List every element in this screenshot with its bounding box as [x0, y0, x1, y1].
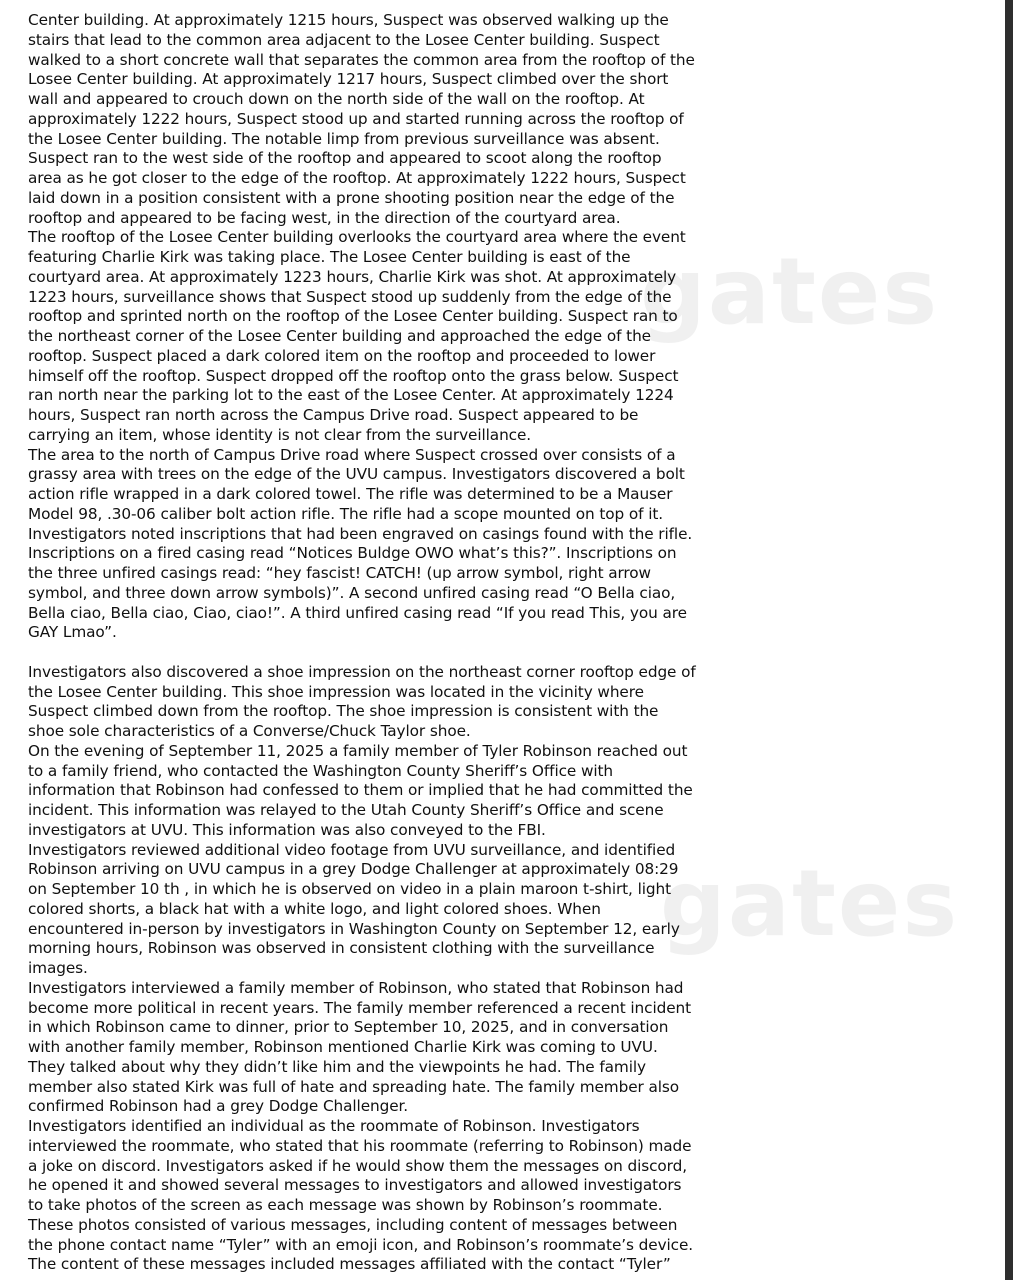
viewer-edge: [1005, 0, 1013, 1280]
text-line: The area to the north of Campus Drive road where Suspect crossed over consists of a: [28, 445, 676, 464]
text-line: the phone contact name “Tyler” with an emoji icon, and Robinson’s roommate’s device.: [28, 1235, 694, 1254]
text-line: symbol, and three down arrow symbols)”. A second unfired casing read “O Bella ciao,: [28, 583, 676, 602]
text-line: member also stated Kirk was full of hate and spreading hate. The family member also: [28, 1077, 680, 1096]
text-line: information that Robinson had confessed to them or implied that he had committed the: [28, 781, 693, 800]
text-line: On the evening of September 11, 2025 a family member of Tyler Robinson reached out: [28, 741, 688, 760]
text-line: in which Robinson came to dinner, prior to September 10, 2025, and in conversation: [28, 1018, 669, 1037]
text-line: investigators at UVU. This information was also conveyed to the FBI.: [28, 820, 546, 839]
text-line: These photos consisted of various messages, including content of messages between: [28, 1215, 678, 1234]
text-line: confirmed Robinson had a grey Dodge Challenger.: [28, 1097, 409, 1116]
text-line: the Losee Center building. This shoe impression was located in the vicinity where: [28, 682, 644, 701]
text-line: a joke on discord. Investigators asked if he would show them the messages on discord,: [28, 1156, 687, 1175]
text-line: ran north near the parking lot to the east of the Losee Center. At approximately 1224: [28, 386, 674, 405]
text-line: The rooftop of the Losee Center building overlooks the courtyard area where the event: [28, 228, 686, 247]
text-line: stairs that lead to the common area adjacent to the Losee Center building. Suspect: [28, 30, 660, 49]
text-line: shoe sole characteristics of a Converse/Chuck Taylor shoe.: [28, 722, 471, 740]
text-line: The content of these messages included messages affiliated with the contact “Tyler”: [28, 1255, 671, 1274]
text-line: grassy area with trees on the edge of the UVU campus. Investigators discovered a bolt: [28, 465, 685, 484]
text-line: GAY Lmao”.: [28, 623, 117, 642]
text-line: Center building. At approximately 1215 hours, Suspect was observed walking up the: [28, 11, 669, 29]
text-line: colored shorts, a black hat with a white logo, and light colored shoes. When: [28, 899, 601, 918]
text-line: incident. This information was relayed to the Utah County Sheriff’s Office and scene: [28, 801, 664, 819]
text-line: hours, Suspect ran north across the Campus Drive road. Suspect appeared to be: [28, 406, 639, 424]
text-line: walked to a short concrete wall that separates the common area from the rooftop of the: [28, 50, 695, 69]
text-line: wall and appeared to crouch down on the north side of the wall on the rooftop. At: [28, 90, 645, 108]
text-line: Losee Center building. At approximately 1217 hours, Suspect climbed over the short: [28, 70, 669, 89]
text-line: 1223 hours, surveillance shows that Suspect stood up suddenly from the edge of the: [28, 287, 672, 306]
text-line: Suspect climbed down from the rooftop. The shoe impression is consistent with the: [28, 702, 659, 721]
watermark: gates: [660, 850, 960, 957]
text-line: approximately 1222 hours, Suspect stood up and started running across the rooftop of: [28, 109, 684, 128]
text-line: Model 98, .30-06 caliber bolt action rifle. The rifle had a scope mounted on top of it.: [28, 504, 664, 523]
text-line: carrying an item, whose identity is not clear from the surveillance.: [28, 425, 532, 444]
text-line: the Losee Center building. The notable limp from previous surveillance was absent.: [28, 129, 660, 148]
text-line: Inscriptions on a fired casing read “Notices Buldge OWO what’s this?”. Inscriptions on: [28, 544, 677, 563]
text-line: morning hours, Robinson was observed in consistent clothing with the surveillance: [28, 939, 655, 958]
text-line: rooftop. Suspect placed a dark colored item on the rooftop and proceeded to lower: [28, 346, 656, 365]
text-line: Investigators interviewed a family member of Robinson, who stated that Robinson had: [28, 978, 684, 997]
text-line: Investigators identified an individual as the roommate of Robinson. Investigators: [28, 1117, 640, 1135]
paragraph-gap: [28, 643, 678, 663]
text-line: laid down in a position consistent with a prone shooting position near the edge of the: [28, 188, 675, 207]
text-line: images.: [28, 959, 88, 977]
text-line: Investigators noted inscriptions that had been engraved on casings found with the rifle.: [28, 524, 693, 543]
text-line: to a family friend, who contacted the Washington County Sheriff’s Office with: [28, 761, 614, 780]
document-body: [28, 11, 696, 1275]
text-line: action rifle wrapped in a dark colored towel. The rifle was determined to be a Mauser: [28, 485, 673, 503]
text-line: featuring Charlie Kirk was taking place. The Losee Center building is east of the: [28, 248, 631, 266]
text-line: Robinson arriving on UVU campus in a grey Dodge Challenger at approximately 08:29: [28, 860, 679, 879]
text-line: the northeast corner of the Losee Center building and approached the edge of the: [28, 327, 651, 345]
text-line: himself off the rooftop. Suspect dropped off the rooftop onto the grass below. Suspect: [28, 366, 679, 385]
text-line: encountered in-person by investigators in Washington County on September 12, early: [28, 919, 680, 938]
text-line: Investigators also discovered a shoe impression on the northeast corner rooftop edge of: [28, 662, 696, 681]
text-line: interviewed the roommate, who stated that his roommate (referring to Robinson) made: [28, 1136, 692, 1155]
text-line: with another family member, Robinson mentioned Charlie Kirk was coming to UVU.: [28, 1038, 658, 1056]
text-line: rooftop and sprinted north on the rooftop of the Losee Center building. Suspect ran to: [28, 307, 678, 326]
text-line: to take photos of the screen as each message was shown by Robinson’s roommate.: [28, 1196, 663, 1214]
text-line: Investigators reviewed additional video footage from UVU surveillance, and identified: [28, 840, 676, 859]
watermark: gates: [640, 238, 940, 345]
text-line: courtyard area. At approximately 1223 hours, Charlie Kirk was shot. At approximately: [28, 267, 677, 286]
text-line: Suspect ran to the west side of the rooftop and appeared to scoot along the rooftop: [28, 149, 662, 168]
text-line: Bella ciao, Bella ciao, Ciao, ciao!”. A third unfired casing read “If you read This, you are: [28, 603, 687, 622]
text-line: They talked about why they didn’t like him and the viewpoints he had. The family: [28, 1057, 646, 1076]
text-line: rooftop and appeared to be facing west, in the direction of the courtyard area.: [28, 208, 621, 227]
text-line: become more political in recent years. The family member referenced a recent incident: [28, 998, 692, 1017]
text-line: the three unfired casings read: “hey fascist! CATCH! (up arrow symbol, right arrow: [28, 564, 651, 582]
text-line: on September 10 th , in which he is observed on video in a plain maroon t-shirt, light: [28, 880, 671, 898]
text-line: he opened it and showed several messages to investigators and allowed investigators: [28, 1176, 682, 1195]
text-line: area as he got closer to the edge of the rooftop. At approximately 1222 hours, Suspect: [28, 169, 686, 187]
